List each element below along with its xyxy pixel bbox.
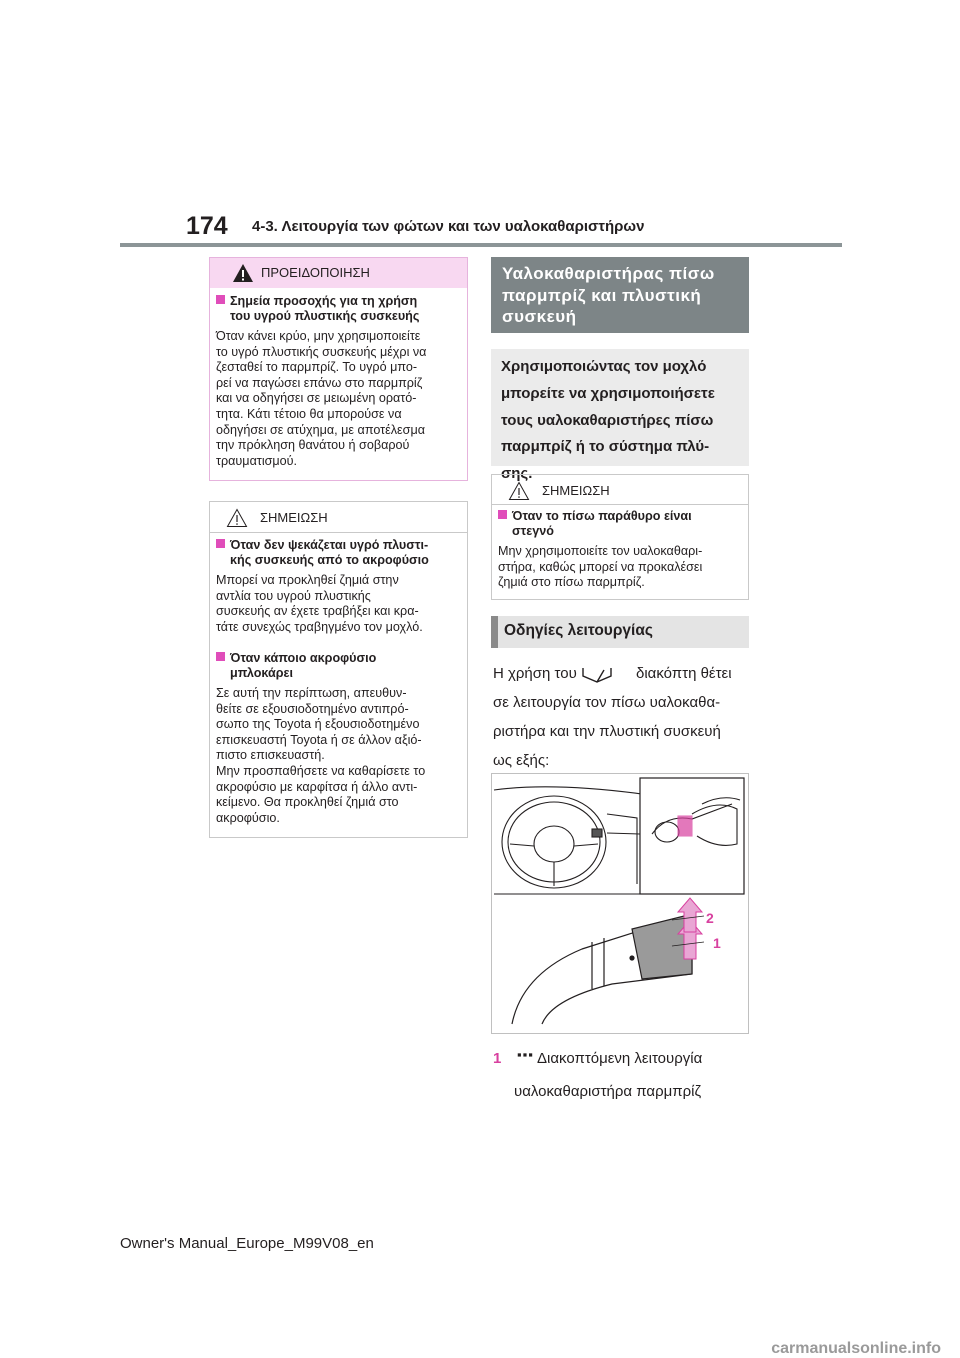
warning-subhead-text: Σημεία προσοχής για τη χρήση του υγρού πλυστικής συσκευής [230, 294, 420, 323]
step-text-line-1: Διακοπτόμενη λειτουργία [537, 1050, 703, 1067]
notice-right-subhead [498, 509, 692, 539]
page-number: 174 [186, 212, 228, 240]
body-line-1a: Η χρήση του [493, 665, 577, 682]
notice-divider [210, 532, 467, 533]
dashboard-drawing [494, 787, 642, 894]
caution-outline-icon [226, 508, 248, 528]
notice-right-title: ΣΗΜΕΙΩΣΗ [542, 483, 610, 498]
notice-box-right [491, 474, 749, 600]
lever-drawing [512, 914, 692, 1024]
warning-box [209, 257, 468, 481]
notice-left-text-2: Σε αυτή την περίπτωση, απευθυν- θείτε σε εξουσιοδοτημένο αντιπρό- σωπο της Toyota ή εξουσιοδοτημένο επισκευαστή Toyota ή σε άλλον αξιό- πιστο επισκευαστή. Μην προσπαθήσετε να καθαρίσετε το ακροφύσιο με καρφίτσα ή άλλο αντι- κείμενο. Θα προκληθεί ζημιά στο ακροφύσιο. [216, 686, 426, 825]
intro-box [491, 349, 749, 483]
section-heading: Υαλοκαθαριστήρας πίσω παρμπρίζ και πλυστική συσκευή [502, 264, 715, 326]
step-number: 1 [493, 1050, 502, 1067]
intro-text: Χρησιμοποιώντας τον μοχλό μπορείτε να χρησιμοποιήσετε τους υαλοκαθαριστήρες πίσω παρμπρίζ ή το σύστημα πλύ- σης. [501, 358, 715, 483]
callout-2: 2 [706, 910, 714, 926]
notice-divider [492, 504, 748, 505]
body-line-4: ως εξής: [493, 752, 550, 769]
bullet-square-icon [216, 295, 225, 304]
step-text-line-2: υαλοκαθαριστήρα παρμπρίζ [514, 1083, 702, 1100]
bullet-square-icon [498, 510, 507, 519]
notice-right-subhead-text: Όταν το πίσω παράθυρο είναι στεγνό [512, 509, 692, 538]
notice-right-text: Μην χρησιμοποιείτε τον υαλοκαθαρι- στήρα, καθώς μπορεί να προκαλέσει ζημιά στο πίσω παρμπρίζ. [498, 544, 703, 590]
instructions-heading: Οδηγίες λειτουργίας [504, 622, 653, 639]
notice-left-subhead-1 [216, 538, 429, 568]
notice-left-subhead-2-text: Όταν κάποιο ακροφύσιο μπλοκάρει [230, 651, 377, 680]
warning-text: Όταν κάνει κρύο, μην χρησιμοποιείτε το υγρό πλυστικής συσκευής μέχρι να ζεσταθεί το παρμπρίζ. Το υγρό μπο- ρεί να παγώσει επάνω στο παρμπρίζ και να οδηγήσει σε μειωμένη ορατό- τητα. Κάτι τέτοιο θα μπορούσε να οδηγήσει σε ατύχημα, με αποτέλεσμα την πρόκληση θανάτου ή σοβαρού τραυματισμού. [216, 329, 427, 468]
notice-left-subhead-2 [216, 651, 376, 681]
bullet-square-icon [216, 539, 225, 548]
caution-outline-icon [508, 481, 530, 501]
body-line-3: ριστήρα και την πλυστική συσκευή [493, 723, 721, 740]
warning-box-header [210, 258, 467, 288]
rear-wiper-switch-icon [576, 662, 618, 688]
warning-triangle-icon [232, 263, 254, 283]
warning-subhead [216, 294, 419, 324]
wiper-lever-illustration [491, 773, 749, 1034]
instructions-heading-bar [491, 616, 749, 648]
watermark: carmanualsonline.info [771, 1340, 941, 1357]
footer-doc-id: Owner's Manual_Europe_M99V08_en [120, 1235, 374, 1252]
header-rule [120, 243, 842, 247]
section-title: 4-3. Λειτουργία των φώτων και των υαλοκαθαριστήρων [252, 218, 645, 235]
bullet-square-icon [216, 652, 225, 661]
illustration-drawing [492, 774, 748, 1033]
notice-left-text-1: Μπορεί να προκληθεί ζημιά στην αντλία του υγρού πλυστικής συσκευής αν έχετε τραβήξει και κρα- τάτε συνεχώς τραβηγμένο τον μοχλό. [216, 573, 423, 634]
step-symbol-icon: ▪▪▪ [517, 1047, 534, 1062]
warning-box-title: ΠΡΟΕΙΔΟΠΟΙΗΣΗ [261, 265, 370, 280]
body-line-2: σε λειτουργία τον πίσω υαλοκαθα- [493, 694, 721, 711]
heading-accent [491, 616, 498, 648]
notice-left-title: ΣΗΜΕΙΩΣΗ [260, 510, 328, 525]
body-line-1b: διακόπτη θέτει [636, 665, 732, 682]
notice-left-subhead-1-text: Όταν δεν ψεκάζεται υγρό πλυστι- κής συσκευής από το ακροφύσιο [230, 538, 429, 567]
notice-box-left [209, 501, 468, 838]
callout-1: 1 [713, 935, 721, 951]
section-heading-box [491, 257, 749, 333]
